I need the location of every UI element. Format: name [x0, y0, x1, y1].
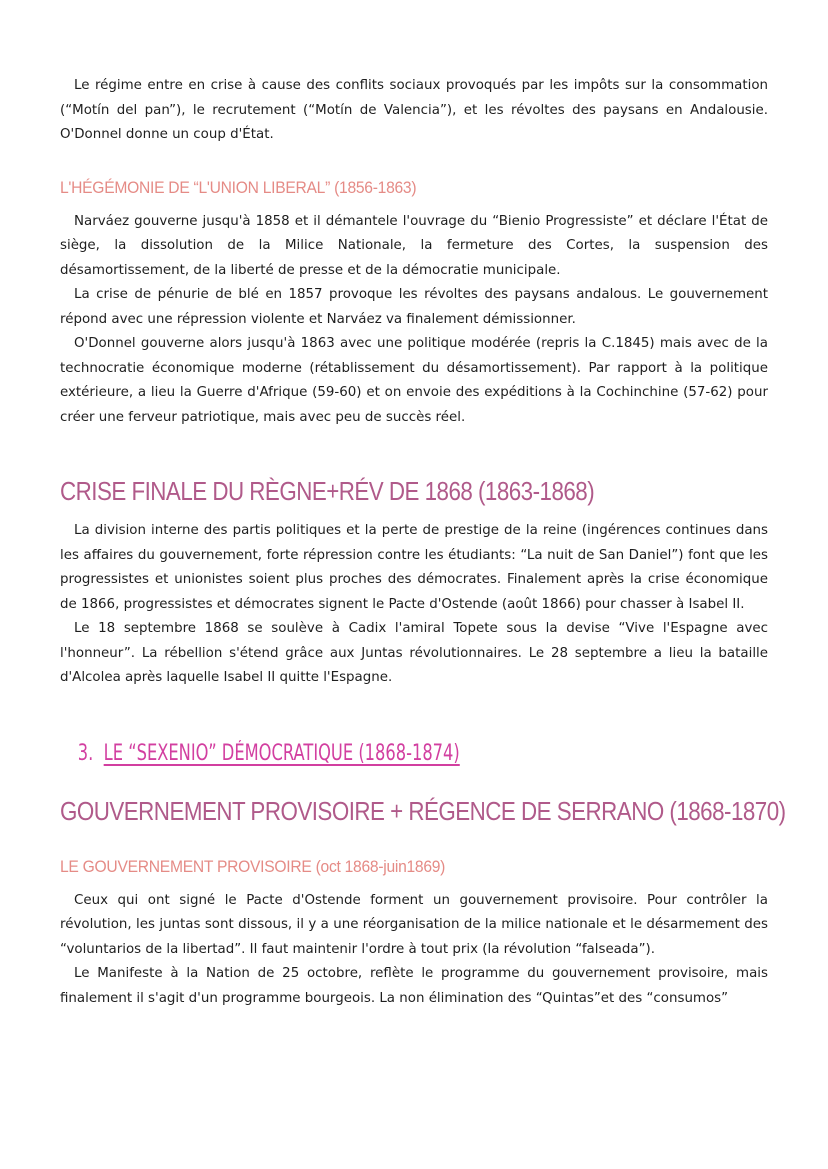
intro-paragraph: Le régime entre en crise à cause des conflits sociaux provoqués par les impôts sur la consommation (“Motín del pan”), le recrutement (“Motín de Valencia”), et les révoltes des paysans en Andalousie. O'Donnel donne un coup d'État.	[60, 78, 768, 142]
document-page	[60, 74, 786, 1011]
section-number: 3.	[77, 740, 94, 766]
crise-finale-paragraph-1: La division interne des partis politiques et la perte de prestige de la reine (ingérences continues dans les affaires du gouvernement, forte répression contre les étudiants: “La nuit de San Daniel”) font que les progressistes et unionistes soient plus proches des démocrates. Finalement après la crise économique de 1866, progressistes et démocrates signent le Pacte d'Ostende (août 1866) pour chasser à Isabel II.	[60, 523, 768, 612]
union-liberal-paragraph-1: Narváez gouverne jusqu'à 1858 et il démantele l'ouvrage du “Bienio Progressiste” et déclare l'État de siège, la dissolution de la Milice Nationale, la fermeture des Cortes, la suspension des désamortissement, de la liberté de presse et de la démocratie municipale.	[60, 213, 768, 278]
gouv-provisoire-heading: LE GOUVERNEMENT PROVISOIRE (oct 1868-juin1869)	[60, 856, 446, 876]
union-liberal-paragraph-3: O'Donnel gouverne alors jusqu'à 1863 avec une politique modérée (repris la C.1845) mais avec de la technocratie économique moderne (rétablissement du désamortissement). Par rapport à la politique extérieure, a lieu la Guerre d'Afrique (59-60) et on envoie des expéditions à la Cochinchine (57-62) pour créer une ferveur patriotique, mais avec peu de succès réel.	[60, 336, 768, 425]
section-title: LE “SEXENIO” DÉMOCRATIQUE (1868-1874)	[103, 740, 460, 766]
gouvernement-heading: GOUVERNEMENT PROVISOIRE + RÉGENCE DE SERRANO (1868-1870)	[60, 795, 786, 826]
union-liberal-heading: L'HÉGÉMONIE DE “L'UNION LIBERAL” (1856-1863)	[60, 177, 417, 197]
section-3-heading	[60, 741, 584, 766]
union-liberal-paragraph-2: La crise de pénurie de blé en 1857 provoque les révoltes des paysans andalous. Le gouvernement répond avec une répression violente et Narváez va finalement démissionner.	[60, 287, 768, 327]
crise-finale-paragraph-2: Le 18 septembre 1868 se soulève à Cadix l'amiral Topete sous la devise “Vive l'Espagne avec l'honneur”. La rébellion s'étend grâce aux Juntas révolutionnaires. Le 28 septembre a lieu la bataille d'Alcolea après laquelle Isabel II quitte l'Espagne.	[60, 621, 768, 685]
gouv-provisoire-paragraph-2: Le Manifeste à la Nation de 25 octobre, reflète le programme du gouvernement provisoire, mais finalement il s'agit d'un programme bourgeois. La non élimination des “Quintas”et des “consumos”	[60, 966, 768, 1006]
crise-finale-heading: CRISE FINALE DU RÈGNE+RÉV DE 1868 (1863-1868)	[60, 476, 595, 506]
gouv-provisoire-paragraph-1: Ceux qui ont signé le Pacte d'Ostende forment un gouvernement provisoire. Pour contrôler la révolution, les juntas sont dissous, il y a une réorganisation de la milice nationale et le désarmement des “voluntarios de la libertad”. Il faut maintenir l'ordre à tout prix (la révolution “falseada”).	[60, 892, 768, 957]
